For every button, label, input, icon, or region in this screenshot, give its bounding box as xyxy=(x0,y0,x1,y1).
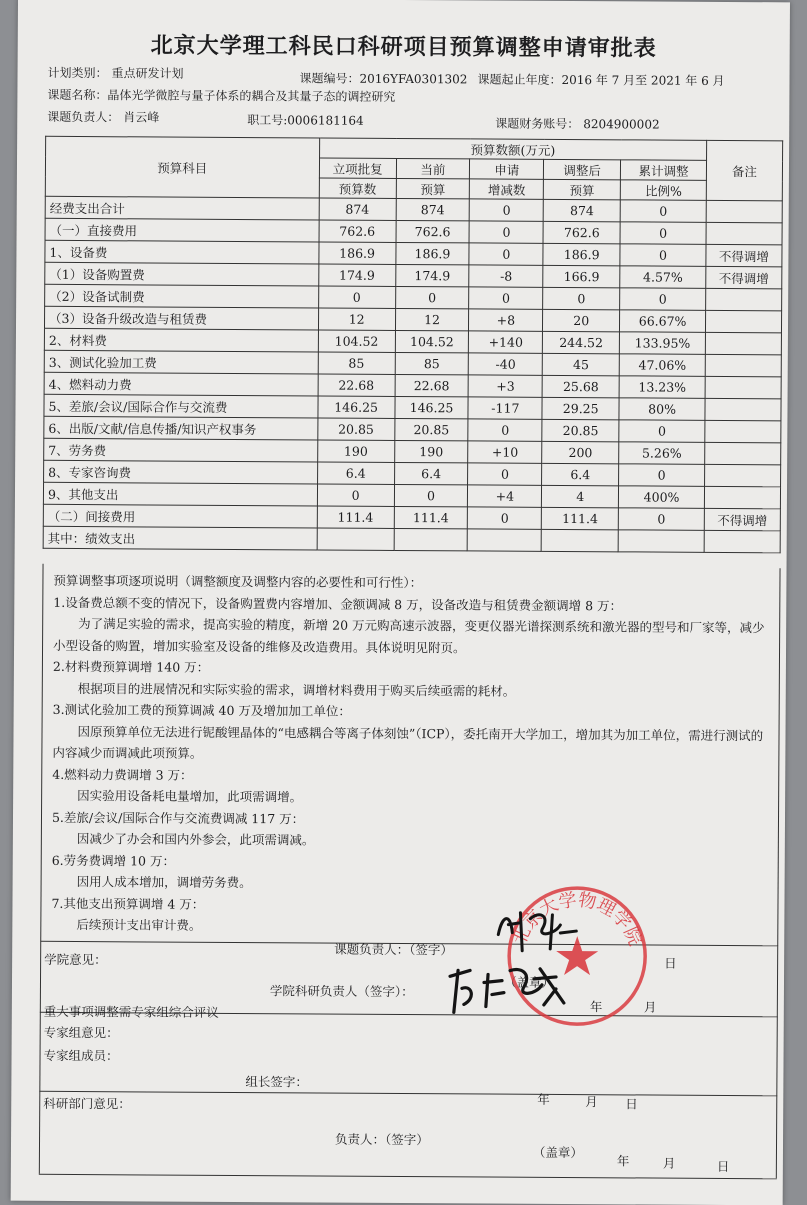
change-cell: 0 xyxy=(468,463,542,485)
header-change: 申请 xyxy=(470,159,544,179)
item-cell: 4、燃料动力费 xyxy=(44,372,318,396)
note-cell: 不得调增 xyxy=(706,244,782,266)
ratio-cell: 0 xyxy=(620,200,706,223)
explanation-item-body: 为了满足实验的需求，提高实验的精度，新增 20 万元购高速示波器，变更仪器光谱探测系统和激光器的型号和厂家等，减少小型设备的购置，增加实验室及设备的维修及改造费用。具体说明见附页。 xyxy=(53,616,765,655)
date-year: 年 xyxy=(589,999,603,1015)
adjusted-cell: 111.4 xyxy=(542,507,619,529)
change-cell: 0 xyxy=(468,419,542,441)
note-cell xyxy=(705,420,781,442)
approval-form xyxy=(11,0,790,1205)
leader-signature-label: 课题负责人：（签字） xyxy=(334,941,454,958)
note-cell xyxy=(706,222,782,244)
current-cell: 6.4 xyxy=(394,462,468,484)
item-cell: 其中：绩效支出 xyxy=(43,526,317,550)
expert-members-label: 专家组成员： xyxy=(43,1047,119,1064)
approved-cell: 20.85 xyxy=(317,418,394,440)
table-row xyxy=(43,526,780,553)
explanation-item-body: 因实验用设备耗电量增加，此项需调增。 xyxy=(77,788,303,805)
ratio-cell: 0 xyxy=(619,420,705,443)
adjusted-cell: 200 xyxy=(542,441,619,463)
change-cell: 0 xyxy=(469,221,543,243)
finance-account: 课题财务账号： 8204900002 xyxy=(495,116,660,132)
adjusted-cell: 762.6 xyxy=(543,221,620,243)
header-subject: 预算科目 xyxy=(45,136,319,198)
header-adjusted: 调整后 xyxy=(544,159,621,179)
explanation-item-heading: 2.材料费预算调增 140 万： xyxy=(52,658,210,675)
header-ratio: 累计调整 xyxy=(621,160,707,181)
current-cell: 174.9 xyxy=(395,264,469,286)
date-month: 月 xyxy=(643,999,657,1015)
approved-cell: 6.4 xyxy=(317,462,394,484)
adjusted-cell: 4 xyxy=(542,485,619,507)
change-cell: -40 xyxy=(469,353,543,375)
current-cell: 22.68 xyxy=(395,374,469,396)
change-cell: +140 xyxy=(469,331,543,353)
explanation-heading: 预算调整事项逐项说明（调整额度及调整内容的必要性和可行性）： xyxy=(53,572,423,591)
explanation-item-heading: 5.差旅/会议/国际合作与交流费调减 117 万： xyxy=(51,809,305,826)
item-cell: 9、其他支出 xyxy=(43,482,317,506)
approved-cell xyxy=(317,528,394,550)
approved-cell: 874 xyxy=(319,198,396,220)
expert-review-label: 重大事项调整需专家组综合评议 xyxy=(43,1003,219,1020)
group-leader-label: 组长签字： xyxy=(245,1074,308,1090)
budget-table xyxy=(43,136,784,554)
current-cell: 111.4 xyxy=(394,506,468,528)
header-approved: 立项批复 xyxy=(319,158,396,178)
item-cell: （3）设备升级改造与租赁费 xyxy=(44,306,318,330)
adjusted-cell xyxy=(541,529,618,551)
item-cell: 1、设备费 xyxy=(45,240,319,264)
date-day: 日 xyxy=(664,955,677,971)
change-cell: 0 xyxy=(468,507,542,529)
explanation-item-heading: 7.其他支出预算调增 4 万： xyxy=(51,895,205,912)
research-dept-label: 科研部门意见： xyxy=(43,1095,131,1112)
header-note: 备注 xyxy=(706,140,782,200)
date-month: 月 xyxy=(662,1155,676,1171)
note-cell xyxy=(706,310,782,332)
explanation-item-body: 根据项目的进展情况和实际实验的需求，调增材料费用于购买后续亟需的耗材。 xyxy=(77,680,516,699)
change-cell: 0 xyxy=(469,287,543,309)
ratio-cell: 5.26% xyxy=(619,442,705,465)
note-cell xyxy=(704,530,780,552)
adjusted-cell: 0 xyxy=(543,287,620,309)
ratio-cell: 0 xyxy=(619,464,705,487)
item-cell: 经费支出合计 xyxy=(45,196,319,220)
explanation-item-heading: 4.燃料动力费调增 3 万： xyxy=(52,766,193,783)
current-cell: 12 xyxy=(395,308,469,330)
approved-cell: 186.9 xyxy=(319,242,396,264)
adjusted-cell: 45 xyxy=(543,353,620,375)
date-day: 日 xyxy=(716,1158,730,1175)
item-cell: 8、专家咨询费 xyxy=(44,460,318,484)
item-cell: 3、测试化验加工费 xyxy=(44,350,318,374)
leader-signature xyxy=(490,905,580,958)
change-cell xyxy=(468,529,542,551)
ratio-cell: 400% xyxy=(619,486,705,509)
change-cell: +4 xyxy=(468,485,542,507)
adjusted-cell: 244.52 xyxy=(543,331,620,353)
adjusted-cell: 6.4 xyxy=(542,463,619,485)
approved-cell: 0 xyxy=(317,484,394,506)
project-leader: 课题负责人： 肖云峰 xyxy=(47,109,160,125)
college-opinion-label: 学院意见： xyxy=(44,951,107,968)
approved-cell: 0 xyxy=(318,286,395,308)
item-cell: 6、出版/文献/信息传播/知识产权事务 xyxy=(44,416,318,440)
form-title: 北京大学理工科民口科研项目预算调整申请审批表 xyxy=(150,32,657,62)
approved-cell: 111.4 xyxy=(317,506,394,528)
current-cell: 146.25 xyxy=(395,396,469,418)
header-amount: 预算数额(万元) xyxy=(319,138,706,160)
approved-cell: 762.6 xyxy=(319,220,396,242)
current-cell: 190 xyxy=(394,440,468,462)
explanation-item-heading: 1.设备费总额不变的情况下，设备购置费内容增加、金额调减 8 万，设备改造与租赁费金额调增 8 万： xyxy=(53,594,623,613)
ratio-cell: 66.67% xyxy=(620,310,706,333)
adjusted-cell: 20.85 xyxy=(542,419,619,441)
border-right xyxy=(776,946,778,1178)
current-cell: 186.9 xyxy=(395,242,469,264)
divider-line xyxy=(39,1091,777,1097)
approved-cell: 146.25 xyxy=(318,396,395,418)
explanation-item-body: 因减少了办会和国内外参会，此项需调减。 xyxy=(76,831,315,848)
divider-line xyxy=(39,1174,777,1180)
seal-label: （盖章） xyxy=(532,1144,584,1161)
approved-cell: 104.52 xyxy=(318,330,395,352)
project-period: 课题起止年度：2016 年 7 月至 2021 年 6 月 xyxy=(477,72,725,88)
current-cell: 20.85 xyxy=(394,418,468,440)
header-current: 当前 xyxy=(396,158,470,178)
header-adjusted-2: 预算 xyxy=(544,179,621,199)
item-cell: 7、劳务费 xyxy=(44,438,318,462)
adjusted-cell: 186.9 xyxy=(543,243,620,265)
date-day: 日 xyxy=(625,1096,638,1112)
ratio-cell: 13.23% xyxy=(619,376,705,399)
explanation-item-heading: 6.劳务费调增 10 万： xyxy=(51,852,176,869)
note-cell: 不得调增 xyxy=(706,266,782,288)
header-ratio-2: 比例% xyxy=(620,180,706,201)
current-cell: 85 xyxy=(395,352,469,374)
item-cell: （2）设备试制费 xyxy=(45,284,319,308)
project-topic: 课题名称：晶体光学微腔与量子体系的耦合及其量子态的调控研究 xyxy=(47,87,396,104)
ratio-cell: 0 xyxy=(620,244,706,267)
ratio-cell: 133.95% xyxy=(619,332,705,355)
header-approved-2: 预算数 xyxy=(319,178,396,198)
seal-label: （盖章） xyxy=(503,974,555,990)
change-cell: 0 xyxy=(469,243,543,265)
note-cell: 不得调增 xyxy=(704,508,780,530)
current-cell: 0 xyxy=(395,286,469,308)
approved-cell: 190 xyxy=(317,440,394,462)
ratio-cell: 47.06% xyxy=(619,354,705,377)
plan-category: 计划类别： 重点研发计划 xyxy=(47,65,184,81)
approved-cell: 174.9 xyxy=(318,264,395,286)
current-cell: 104.52 xyxy=(395,330,469,352)
explanation-item-body: 因原预算单位无法进行铌酸锂晶体的“电感耦合等离子体刻蚀”（ICP），委托南开大学加工，增加其为加工单位，需进行测试的内容减少而调减此项预算。 xyxy=(52,723,764,761)
change-cell: +3 xyxy=(469,375,543,397)
adjusted-cell: 29.25 xyxy=(542,397,619,419)
current-cell: 874 xyxy=(396,198,470,220)
current-cell xyxy=(394,528,468,550)
table-header-row xyxy=(46,136,783,161)
item-cell: 2、材料费 xyxy=(44,328,318,352)
border-left xyxy=(39,942,41,1174)
item-cell: （1）设备购置费 xyxy=(45,262,319,286)
ratio-cell: 0 xyxy=(620,288,706,311)
header-change-2: 增减数 xyxy=(470,179,544,199)
note-cell xyxy=(705,464,781,486)
ratio-cell: 0 xyxy=(618,508,704,531)
date-month: 月 xyxy=(585,1094,598,1110)
change-cell: +10 xyxy=(468,441,542,463)
note-cell xyxy=(704,486,780,508)
item-cell: （二）间接费用 xyxy=(43,504,317,528)
change-cell: +8 xyxy=(469,309,543,331)
ratio-cell: 0 xyxy=(620,222,706,245)
staff-number: 职工号:0006181164 xyxy=(247,113,364,128)
date-year: 年 xyxy=(537,1091,550,1107)
ratio-cell: 4.57% xyxy=(620,266,706,289)
adjusted-cell: 166.9 xyxy=(543,265,620,287)
adjusted-cell: 20 xyxy=(543,309,620,331)
adjusted-cell: 874 xyxy=(543,199,620,221)
item-cell: （一）直接费用 xyxy=(45,218,319,242)
expert-opinion-label: 专家组意见： xyxy=(43,1024,119,1041)
explanation-item-heading: 3.测试化验加工费的预算调减 40 万及增加加工单位： xyxy=(52,701,351,719)
explanation-item-body: 后续预计支出审计费。 xyxy=(76,917,202,933)
note-cell xyxy=(705,376,781,398)
approved-cell: 22.68 xyxy=(318,374,395,396)
current-cell: 762.6 xyxy=(396,220,470,242)
item-cell: 5、差旅/会议/国际合作与交流费 xyxy=(44,394,318,418)
explanation-item-body: 因用人成本增加，调增劳务费。 xyxy=(76,874,252,891)
college-sign-label: 学院科研负责人（签字）： xyxy=(269,983,414,1000)
note-cell xyxy=(705,354,781,376)
project-code: 课题编号：2016YFA0301302 xyxy=(299,71,468,87)
change-cell: -117 xyxy=(468,397,542,419)
ratio-cell xyxy=(618,530,704,553)
note-cell xyxy=(705,398,781,420)
seal-text: 北京大学物理学院 xyxy=(508,889,646,950)
dept-sign-label: 负责人：（签字） xyxy=(334,1131,429,1148)
header-current-2: 预算 xyxy=(396,178,470,198)
change-cell: -8 xyxy=(469,265,543,287)
ratio-cell: 80% xyxy=(619,398,705,421)
approved-cell: 12 xyxy=(318,308,395,330)
note-cell xyxy=(705,332,781,354)
college-signature xyxy=(444,958,574,1017)
note-cell xyxy=(706,288,782,310)
note-cell xyxy=(706,200,782,222)
change-cell: 0 xyxy=(470,199,544,221)
current-cell: 0 xyxy=(394,484,468,506)
note-cell xyxy=(705,442,781,464)
approved-cell: 85 xyxy=(318,352,395,374)
date-year: 年 xyxy=(616,1153,630,1169)
adjusted-cell: 25.68 xyxy=(542,375,619,397)
